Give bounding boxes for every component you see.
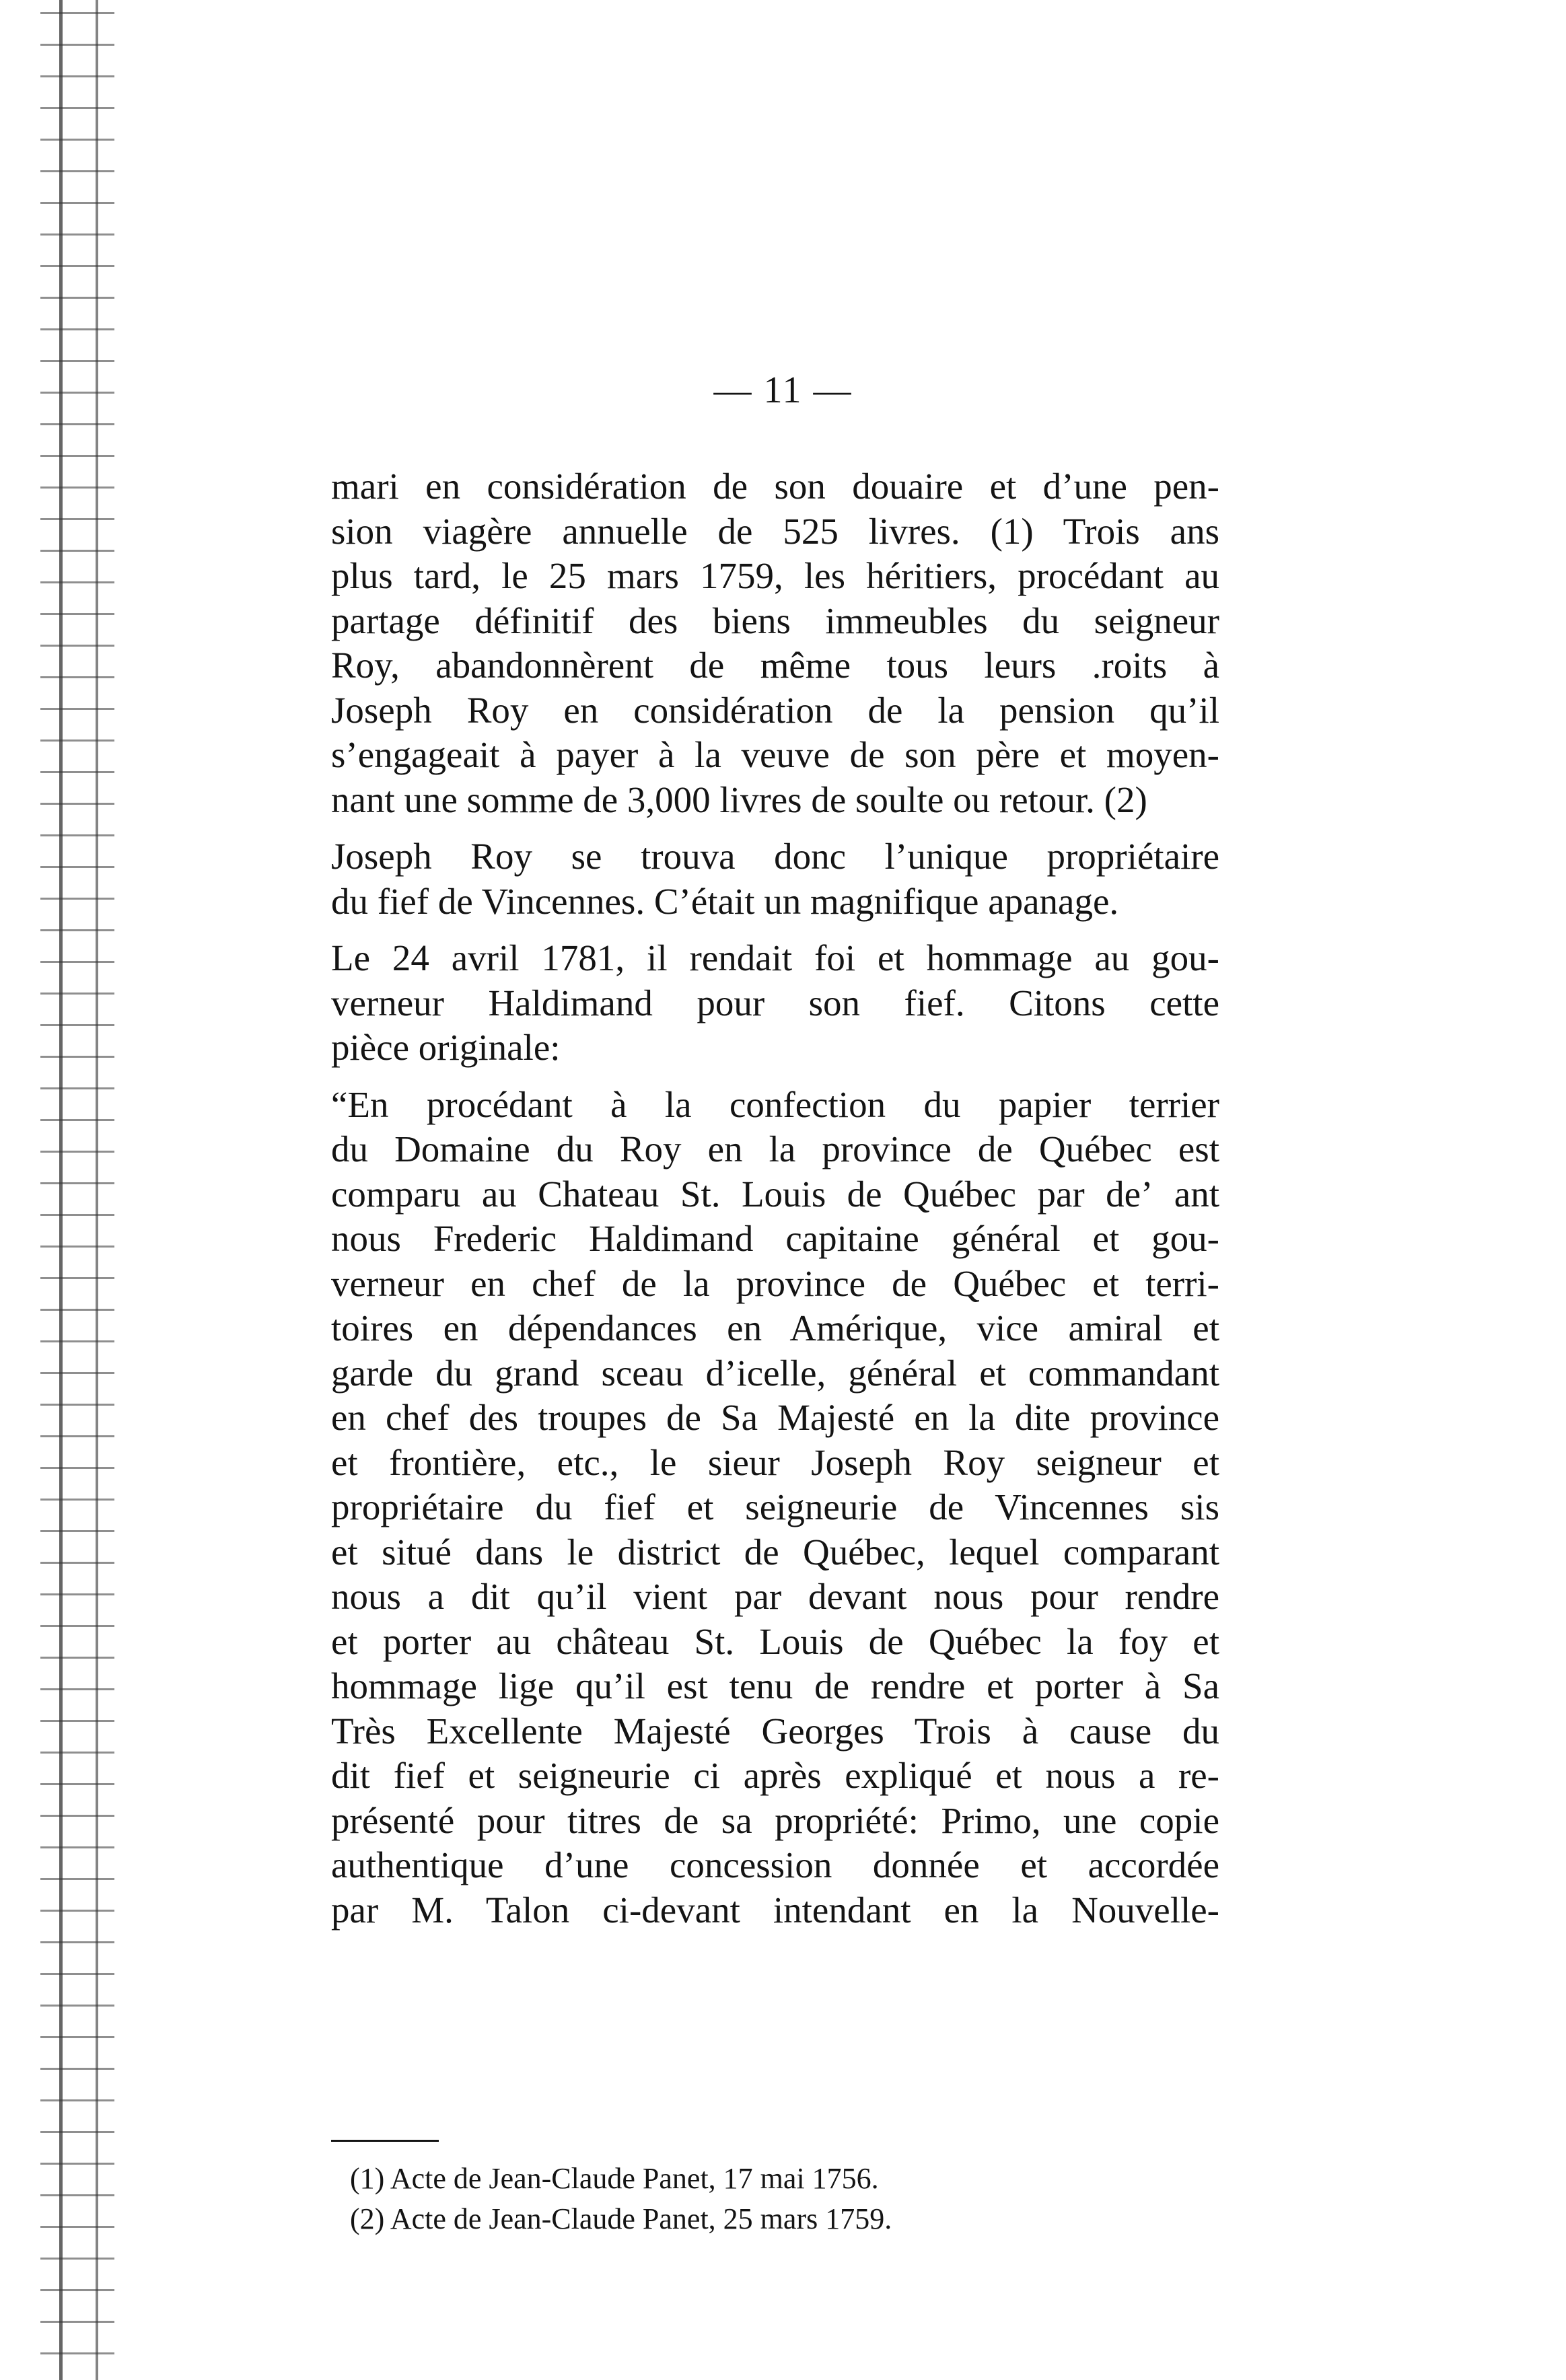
text-line: propriétaire du fief et seigneurie de Vincennes sis	[331, 1486, 1219, 1527]
text-line: verneur en chef de la province de Québec et terri-	[331, 1262, 1219, 1304]
text-line: sion viagère annuelle de 525 livres. (1) Trois ans	[331, 510, 1219, 552]
footnote: (1) Acte de Jean-Claude Panet, 17 mai 1756.	[350, 2162, 879, 2195]
text-line: du fief de Vincennes. C’était un magnifique apanage.	[331, 880, 1119, 922]
text-line: et porter au château St. Louis de Québec la foy et	[331, 1620, 1219, 1662]
text-line: plus tard, le 25 mars 1759, les héritiers, procédant au	[331, 555, 1219, 596]
text-line: Très Excellente Majesté Georges Trois à cause du	[331, 1710, 1219, 1752]
text-line: pièce originale:	[331, 1027, 561, 1068]
text-line: du Domaine du Roy en la province de Québec est	[331, 1128, 1219, 1169]
text-line: partage définitif des biens immeubles du seigneur	[331, 600, 1219, 641]
text-line: dit fief et seigneurie ci après expliqué et nous a re-	[331, 1755, 1219, 1796]
text-line: toires en dépendances en Amérique, vice amiral et	[331, 1307, 1219, 1348]
text-line: nous a dit qu’il vient par devant nous pour rendre	[331, 1576, 1219, 1617]
text-line: Joseph Roy en considération de la pension qu’il	[331, 689, 1219, 731]
paragraph	[331, 936, 1219, 1071]
text-line: nant une somme de 3,000 livres de soulte ou retour. (2)	[331, 779, 1147, 820]
quoted-paragraph	[331, 1083, 1219, 1933]
footnote: (2) Acte de Jean-Claude Panet, 25 mars 1759.	[350, 2202, 892, 2235]
footnote-divider	[331, 2140, 439, 2142]
text-line: par M. Talon ci-devant intendant en la Nouvelle-	[331, 1889, 1219, 1931]
text-line: et situé dans le district de Québec, lequel comparant	[331, 1531, 1219, 1573]
text-line: Roy, abandonnèrent de même tous leurs .roits à	[331, 645, 1219, 686]
page-number: — 11 —	[713, 369, 853, 411]
scanned-binding-edge	[40, 0, 114, 2380]
text-line: en chef des troupes de Sa Majesté en la dite province	[331, 1397, 1219, 1438]
paragraph	[331, 464, 1219, 822]
text-line: et frontière, etc., le sieur Joseph Roy seigneur et	[331, 1441, 1219, 1483]
body-text	[331, 464, 1219, 1933]
text-line: nous Frederic Haldimand capitaine général et gou-	[331, 1218, 1219, 1259]
text-line: comparu au Chateau St. Louis de Québec par deʼ ant	[331, 1173, 1219, 1215]
text-line: Le 24 avril 1781, il rendait foi et hommage au gou-	[331, 937, 1219, 978]
text-line: “En procédant à la confection du papier terrier	[331, 1083, 1219, 1125]
text-line: garde du grand sceau d’icelle, général et commandant	[331, 1352, 1219, 1394]
footnotes	[350, 2159, 1225, 2239]
text-line: Joseph Roy se trouva donc l’unique propriétaire	[331, 836, 1219, 877]
text-line: hommage lige qu’il est tenu de rendre et porter à Sa	[331, 1665, 1219, 1706]
text-line: s’engageait à payer à la veuve de son père et moyen-	[331, 734, 1219, 775]
text-line: mari en considération de son douaire et d’une pen-	[331, 466, 1219, 507]
paragraph	[331, 834, 1219, 924]
text-line: présenté pour titres de sa propriété: Primo, une copie	[331, 1799, 1219, 1841]
text-line: verneur Haldimand pour son fief. Citons cette	[331, 982, 1219, 1023]
text-line: authentique d’une concession donnée et accordée	[331, 1844, 1219, 1885]
